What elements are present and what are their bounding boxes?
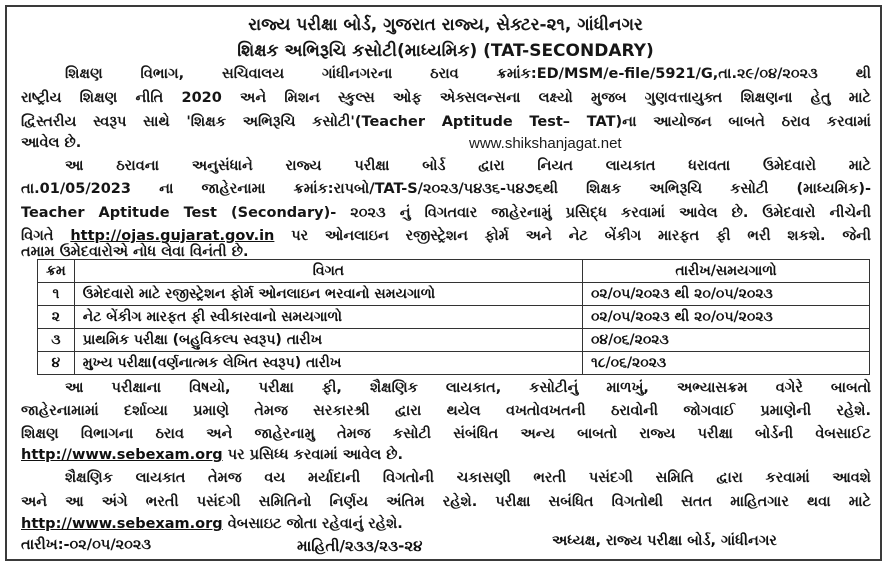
row-detail: નેટ બેંકીગ મારફત ફી સ્વીકારવાનો સમયગાળો <box>74 306 582 329</box>
footer-date: તારીખ:-૦૨/૦૫/૨૦૨૩ <box>21 537 152 553</box>
para2-line3: Teacher Aptitude Test (Secondary)- ૨૦૨૩ નું વિગતવાર જાહેરનામું પ્રસિદ્ધ કરવામાં આવેલ છે. ઉમેદવારો નીચેની <box>21 205 871 221</box>
schedule-table <box>37 259 870 375</box>
row-date: ૧૮/૦૬/૨૦૨૩ <box>583 352 870 375</box>
footer-signatory: અધ્યક્ષ, રાજ્ય પરીક્ષા બોર્ડ, ગાંધીનગર <box>552 533 777 549</box>
para2-line1: આ ઠરાવના અનુસંધાને રાજ્ય પરીક્ષા બોર્ડ દ્વારા નિયત લાયકાત ધરાવતા ઉમેદવારો માટે <box>65 158 871 174</box>
para3-line1: આ પરીક્ષાના વિષયો, પરીક્ષા ફી, શૈક્ષણિક લાયકાત, કસોટીનું માળખું, અભ્યાસક્રમ વગેરે બાબતો <box>65 380 871 396</box>
row-detail: મુખ્ય પરીક્ષા(વર્ણનાત્મક લેખિત સ્વરૂપ) તારીખ <box>74 352 582 375</box>
para1-line4: આવેલ છે. <box>21 135 82 151</box>
para3-line4-suffix: પર પ્રસિધ્ધ કરવામાં આવેલ છે. <box>227 447 403 463</box>
para4-line1: શૈક્ષણિક લાયકાત તેમજ વય મર્યાદાની વિગતોની ચકાસણી ભરતી પસંદગી સમિતિ દ્વારા કરવામાં આવશે <box>65 470 871 486</box>
para4-line2: અને આ અંગે ભરતી પસંદગી સમિતિનો નિર્ણય અંતિમ રહેશે. પરીક્ષા સબંધિત વિગતોથી સતત માહિતગાર થવા માટે <box>21 494 871 510</box>
para3-line3: શિક્ષણ વિભાગના ઠરાવ અને જાહેરનામુ તેમજ કસોટી સંબંધિત અન્ય બાબતો રાજ્ય પરીક્ષા બોર્ડની વેબસાઈટ <box>21 426 871 442</box>
sebexam-link[interactable]: http://www.sebexam.org <box>21 447 223 463</box>
para2-line4-suffix: પર ઓનલાઇન રજીસ્ટ્રેશન ફોર્મ અને નેટ બેંકીગ મારફત ફી ભરી શકશે. જેની <box>291 228 871 244</box>
row-sr: ૪ <box>38 352 75 375</box>
row-date: ૦૨/૦૫/૨૦૨૩ થી ૨૦/૦૫/૨૦૨૩ <box>583 283 870 306</box>
row-sr: ૨ <box>38 306 75 329</box>
row-detail: પ્રાથમિક પરીક્ષા (બહુવિકલ્પ સ્વરૂપ) તારીખ <box>74 329 582 352</box>
notice-document <box>5 5 882 561</box>
table-row <box>38 352 870 375</box>
watermark-text: www.shikshanjagat.net <box>469 135 622 152</box>
row-date: ૦૨/૦૫/૨૦૨૩ થી ૨૦/૦૫/૨૦૨૩ <box>583 306 870 329</box>
para2-line5: તમામ ઉમેદવારોએ નોધ લેવા વિનંતી છે. <box>21 244 249 260</box>
row-date: ૦૪/૦૬/૨૦૨૩ <box>583 329 870 352</box>
para4-line3 <box>21 513 403 535</box>
sebexam-link-2[interactable]: http://www.sebexam.org <box>21 516 223 532</box>
document-subtitle: શિક્ષક અભિરૂચિ કસોટી(માધ્યમિક) (TAT-SECONDARY) <box>237 41 654 61</box>
table-row <box>38 306 870 329</box>
header-detail: વિગત <box>74 260 582 283</box>
para3-line4 <box>21 444 403 466</box>
row-sr: ૩ <box>38 329 75 352</box>
ojas-link[interactable]: http://ojas.gujarat.gov.in <box>70 228 275 244</box>
row-sr: ૧ <box>38 283 75 306</box>
footer-reference: માહિતી/૨૩૩/૨૩-૨૪ <box>297 537 423 555</box>
header-sr: ક્રમ <box>38 260 75 283</box>
para2-line4-prefix: વિગતે <box>21 228 54 244</box>
table-header-row <box>38 260 870 283</box>
para2-line2: તા.01/05/2023 ના જાહેરનામા ક્રમાંક:રાપબો/TAT-S/૨૦૨૩/૫૪૩૬-૫૪૭૬થી શિક્ષક અભિરૂચિ કસોટી (માધ્યમિક)- <box>21 181 871 197</box>
table-row <box>38 329 870 352</box>
header-date: તારીખ/સમયગાળો <box>583 260 870 283</box>
para1-line2: રાષ્ટ્રીય શિક્ષણ નીતિ 2020 અને મિશન સ્કુલ્સ ઓફ એક્સલન્સના લક્ષ્યો મુજબ ગુણવત્તાયુક્ત શિક્ષણના હેતુ માટે <box>21 90 871 106</box>
para1-line3: દ્વિસ્તરીય સ્વરૂપ સાથે 'શિક્ષક અભિરૂચિ કસોટી'(Teacher Aptitude Test– TAT)ના આયોજન બાબતે ઠરાવ કરવામાં <box>21 114 871 130</box>
row-detail: ઉમેદવારો માટે રજીસ્ટ્રેશન ફોર્મ ઓનલાઇન ભરવાનો સમયગાળો <box>74 283 582 306</box>
document-title: રાજ્ય પરીક્ષા બોર્ડ, ગુજરાત રાજ્ય, સેક્ટર-૨૧, ગાંધીનગર <box>248 15 643 35</box>
table-row <box>38 283 870 306</box>
para4-line3-suffix: વેબસાઇટ જોતા રહેવાનું રહેશે. <box>227 516 403 532</box>
para3-line2: જાહેરનામામાં દર્શાવ્યા પ્રમાણે તેમજ સરકારશ્રી દ્વારા થયેલ વખતોવખતની ઠરાવોની જોગવાઈ પ્રમાણેની રહેશે. <box>21 403 871 419</box>
para1-line1: શિક્ષણ વિભાગ, સચિવાલય ગાંધીનગરના ઠરાવ ક્રમાંક:ED/MSM/e-file/5921/G,તા.૨૯/૦૪/૨૦૨૩ થી <box>65 66 871 82</box>
